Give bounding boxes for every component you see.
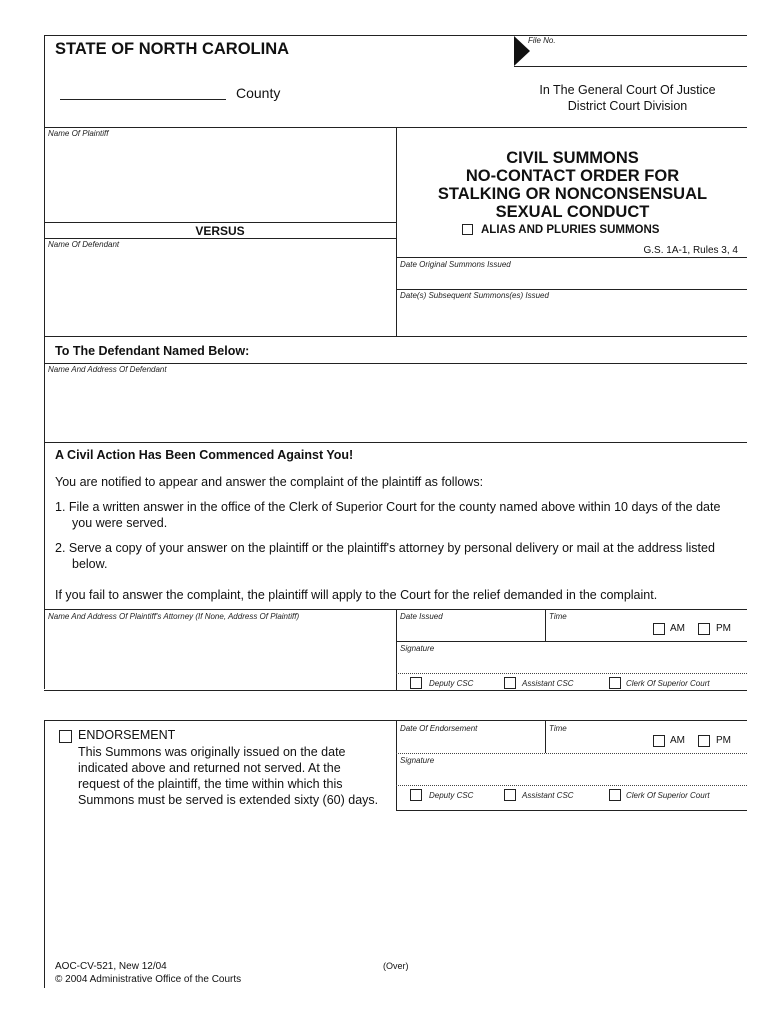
- defendant-address-bottom-line: [44, 442, 747, 443]
- form-number: AOC-CV-521, New 12/04: [55, 961, 167, 972]
- notice-item-2-line-1: 2. Serve a copy of your answer on the plaintiff or the plaintiff's attorney by personal delivery or mail at the address listed: [55, 541, 715, 555]
- file-no-bottom-line: [514, 66, 747, 67]
- time-label: Time: [549, 612, 567, 621]
- notice-intro: You are notified to appear and answer the complaint of the plaintiff as follows:: [55, 475, 484, 489]
- signature-top-line: [396, 641, 747, 642]
- assistant-csc-label: Assistant CSC: [522, 679, 574, 688]
- footer-block: [55, 960, 241, 986]
- endorsement-signature-dotted-line[interactable]: [396, 785, 747, 786]
- endorsement-deputy-label: Deputy CSC: [429, 791, 474, 800]
- attorney-address-field[interactable]: [46, 623, 394, 687]
- endorsement-clerk-checkbox[interactable]: [609, 789, 621, 801]
- endorsement-assistant-checkbox[interactable]: [504, 789, 516, 801]
- versus-label: VERSUS: [195, 224, 245, 238]
- assistant-csc-checkbox[interactable]: [504, 677, 516, 689]
- endorsement-am-checkbox[interactable]: [653, 735, 665, 747]
- top-border: [44, 35, 515, 36]
- file-no-top-line: [514, 35, 747, 36]
- endorsement-checkbox[interactable]: [59, 730, 72, 743]
- clerk-checkbox[interactable]: [609, 677, 621, 689]
- left-border-lower: [44, 720, 45, 988]
- plaintiff-label: Name Of Plaintiff: [48, 129, 109, 138]
- am-label: AM: [670, 623, 685, 634]
- alias-label: ALIAS AND PLURIES SUMMONS: [481, 224, 660, 236]
- endorsement-signature-top-line: [396, 753, 747, 754]
- pm-checkbox[interactable]: [698, 623, 710, 635]
- notice-item-1-line-1: 1. File a written answer in the office of the Clerk of Superior Court for the county named above within 10 days of the date: [55, 500, 721, 514]
- endorsement-time-divider: [545, 720, 546, 753]
- time-divider: [545, 609, 546, 641]
- title-line-3: STALKING OR NONCONSENSUAL: [437, 185, 708, 203]
- endorsement-text: [78, 744, 378, 808]
- endorsement-line-3: request of the plaintiff, the time within which this: [78, 777, 343, 791]
- court-block: [520, 82, 735, 114]
- notice-item-1-line-2: you were served.: [72, 516, 168, 530]
- versus-bottom-line: [44, 238, 396, 239]
- copyright: © 2004 Administrative Office of the Courts: [55, 974, 242, 985]
- parties-title-divider: [396, 127, 397, 336]
- state-title: STATE OF NORTH CAROLINA: [55, 40, 290, 58]
- endorsement-date-label: Date Of Endorsement: [400, 724, 478, 733]
- statute-label: G.S. 1A-1, Rules 3, 4: [643, 245, 738, 256]
- form-title: [398, 149, 747, 221]
- plaintiff-name-field[interactable]: [46, 140, 394, 220]
- issue-divider: [396, 609, 397, 690]
- file-no-label: File No.: [528, 36, 556, 45]
- date-original-label: Date Original Summons Issued: [400, 260, 511, 269]
- notice-heading: A Civil Action Has Been Commenced Against You!: [55, 448, 354, 462]
- court-line-1: In The General Court Of Justice: [539, 83, 716, 97]
- defendant-address-label: Name And Address Of Defendant: [48, 365, 167, 374]
- county-label: County: [236, 85, 281, 101]
- endorsement-pm-label: PM: [716, 735, 731, 746]
- endorsement-am-label: AM: [670, 735, 685, 746]
- title-line-4: SEXUAL CONDUCT: [495, 203, 650, 221]
- defendant-label: Name Of Defendant: [48, 240, 120, 249]
- endorsement-line-2: indicated above and returned not served. At the: [78, 761, 341, 775]
- title-line-1: CIVIL SUMMONS: [506, 149, 639, 167]
- endorsement-clerk-label: Clerk Of Superior Court: [626, 791, 710, 800]
- defendant-address-field[interactable]: [46, 376, 745, 440]
- signature-dotted-line[interactable]: [396, 673, 747, 674]
- endorsement-signature-label: Signature: [400, 756, 435, 765]
- endorsement-time-label: Time: [549, 724, 567, 733]
- signature-label: Signature: [400, 644, 435, 653]
- title-line-2: NO-CONTACT ORDER FOR: [465, 167, 680, 185]
- date-subsequent-label: Date(s) Subsequent Summons(es) Issued: [400, 291, 549, 300]
- endorsement-assistant-label: Assistant CSC: [522, 791, 574, 800]
- am-checkbox[interactable]: [653, 623, 665, 635]
- defendant-name-field[interactable]: [46, 251, 394, 333]
- date-issued-label: Date Issued: [400, 612, 443, 621]
- endorsement-bottom-line: [396, 810, 747, 811]
- endorsement-line-1: This Summons was originally issued on the date: [78, 745, 346, 759]
- date-original-top-line: [396, 257, 747, 258]
- alias-checkbox[interactable]: [462, 224, 473, 235]
- clerk-label: Clerk Of Superior Court: [626, 679, 710, 688]
- parties-bottom-line: [44, 336, 747, 337]
- deputy-csc-checkbox[interactable]: [410, 677, 422, 689]
- versus-top-line: [44, 222, 396, 223]
- notice-fail: If you fail to answer the complaint, the plaintiff will apply to the Court for the relief demanded in the complaint.: [55, 588, 658, 602]
- date-subsequent-top-line: [396, 289, 747, 290]
- pm-label: PM: [716, 623, 731, 634]
- over-label: (Over): [383, 961, 409, 971]
- endorsement-divider: [396, 720, 397, 810]
- endorsement-heading: ENDORSEMENT: [78, 728, 176, 742]
- endorsement-line-4: Summons must be served is extended sixty (60) days.: [78, 793, 379, 807]
- endorsement-pm-checkbox[interactable]: [698, 735, 710, 747]
- defendant-heading-line: [44, 363, 747, 364]
- attorney-label: Name And Address Of Plaintiff's Attorney (If None, Address Of Plaintiff): [48, 612, 300, 621]
- deputy-csc-label: Deputy CSC: [429, 679, 474, 688]
- defendant-section-heading: To The Defendant Named Below:: [55, 344, 250, 358]
- endorsement-deputy-checkbox[interactable]: [410, 789, 422, 801]
- county-blank-line[interactable]: [60, 99, 226, 100]
- left-border-upper: [44, 35, 45, 689]
- court-line-2: District Court Division: [567, 99, 688, 113]
- notice-item-2-line-2: below.: [72, 557, 108, 571]
- issue-bottom-line: [44, 690, 747, 691]
